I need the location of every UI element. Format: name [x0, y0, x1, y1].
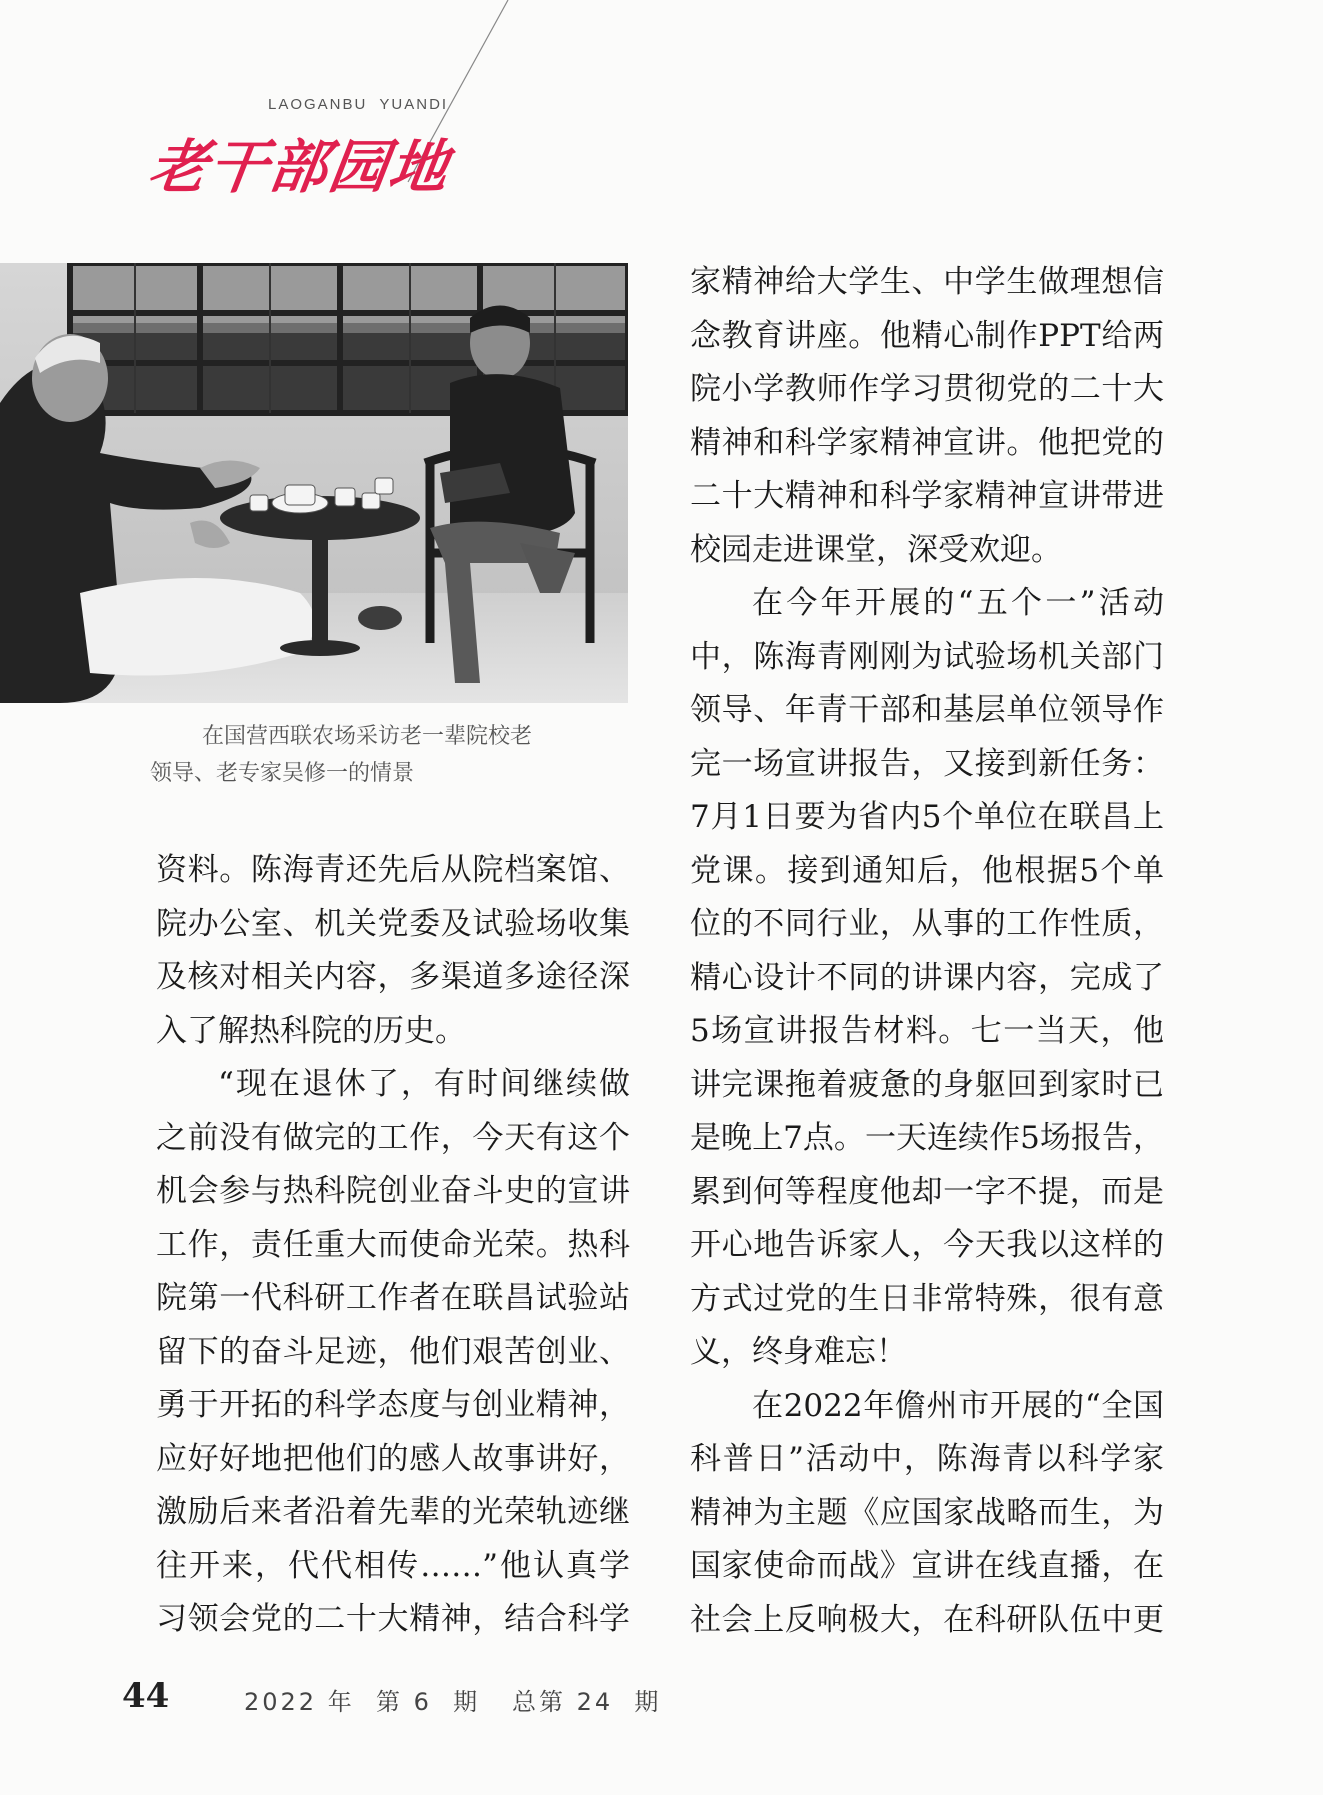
text-line: 院办公室、机关党委及试验场收集 [156, 905, 630, 942]
article-left-column [156, 844, 630, 1647]
text-line: 方式过党的生日非常特殊，很有意 [690, 1280, 1164, 1317]
text-line: 家精神给大学生、中学生做理想信 [690, 264, 1164, 300]
text-line: 完一场宣讲报告，又接到新任务： [690, 745, 1164, 782]
text-line: 领导、年青干部和基层单位领导作 [690, 692, 1164, 728]
text-line: 科普日”活动中，陈海青以科学家 [690, 1441, 1164, 1477]
text-line: 党课。接到通知后，他根据5个单 [690, 852, 1164, 889]
text-line: 在今年开展的“五个一”活动 [752, 585, 1164, 621]
text-line: 二十大精神和科学家精神宣讲带进 [690, 478, 1164, 514]
text-line: “现在退休了，有时间继续做 [218, 1066, 630, 1102]
page-number: 44 [122, 1676, 170, 1716]
text-line: 国家使命而战》宣讲在线直播，在 [690, 1548, 1164, 1584]
interview-photo [0, 263, 628, 703]
text-line: 往开来，代代相传……”他认真学 [156, 1547, 630, 1584]
text-line: 讲完课拖着疲惫的身躯回到家时已 [690, 1066, 1164, 1103]
text-line: 义，终身难忘！ [690, 1334, 907, 1370]
magazine-section-title-logo: 老干部园地 [144, 133, 455, 201]
text-line: 勇于开拓的科学态度与创业精神， [156, 1387, 630, 1423]
photo-caption-line-1: 在国营西联农场采访老一辈院校老 [202, 724, 533, 749]
text-line: 累到何等程度他却一字不提，而是 [690, 1173, 1164, 1210]
text-line: 中，陈海青刚刚为试验场机关部门 [690, 638, 1164, 675]
photo-caption [150, 718, 632, 792]
text-line: 是晚上7点。一天连续作5场报告， [690, 1120, 1164, 1156]
magazine-section-title-english: LAOGANBU YUANDI [268, 96, 449, 113]
text-line: 院小学教师作学习贯彻党的二十大 [690, 371, 1164, 407]
text-line: 社会上反响极大，在科研队伍中更 [690, 1601, 1164, 1638]
text-line: 激励后来者沿着先辈的光荣轨迹继 [156, 1494, 630, 1530]
text-line: 院第一代科研工作者在联昌试验站 [156, 1280, 630, 1316]
text-line: 念教育讲座。他精心制作PPT给两 [690, 317, 1164, 354]
text-line: 精神为主题《应国家战略而生，为 [690, 1494, 1164, 1531]
text-line: 校园走进课堂，深受欢迎。 [690, 531, 1062, 568]
text-line: 精神和科学家精神宣讲。他把党的 [690, 424, 1164, 461]
photo-caption-line-2: 领导、老专家吴修一的情景 [150, 761, 415, 786]
text-line: 留下的奋斗足迹，他们艰苦创业、 [156, 1333, 630, 1370]
text-line: 精心设计不同的讲课内容，完成了 [690, 959, 1164, 996]
text-line: 应好好地把他们的感人故事讲好， [156, 1440, 630, 1477]
text-line: 开心地告诉家人，今天我以这样的 [690, 1227, 1164, 1263]
text-line: 工作，责任重大而使命光荣。热科 [156, 1226, 630, 1263]
issue-info: 2022 年 第 6 期 总第 24 期 [244, 1688, 662, 1716]
text-line: 之前没有做完的工作，今天有这个 [156, 1119, 630, 1156]
text-line: 及核对相关内容，多渠道多途径深 [156, 959, 630, 995]
text-line: 习领会党的二十大精神，结合科学 [156, 1601, 630, 1637]
text-line: 7月1日要为省内5个单位在联昌上 [690, 799, 1164, 835]
text-line: 位的不同行业，从事的工作性质， [690, 906, 1164, 942]
text-line: 5场宣讲报告材料。七一当天，他 [690, 1013, 1164, 1049]
text-line: 资料。陈海青还先后从院档案馆、 [156, 852, 630, 888]
text-line: 在2022年儋州市开展的“全国 [752, 1387, 1164, 1424]
text-line: 入了解热科院的历史。 [156, 1012, 466, 1049]
article-right-column [690, 256, 1164, 1647]
interview-photo-illustration [0, 263, 628, 703]
text-line: 机会参与热科院创业奋斗史的宣讲 [156, 1173, 630, 1209]
